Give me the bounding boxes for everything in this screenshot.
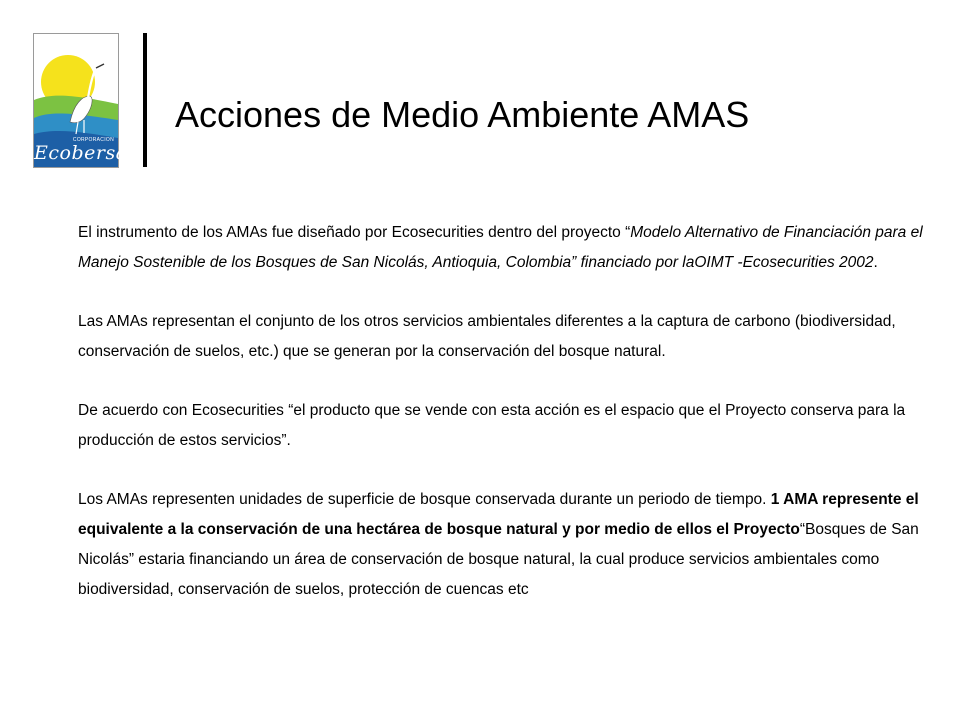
ecobersa-logo [33, 33, 128, 168]
p3-text: De acuerdo con Ecosecurities “el producto que se vende con esta acción es el espacio que el Proyecto conserva para la producción de estos servicios”. [78, 402, 906, 449]
title-divider [143, 33, 147, 167]
p4-bold-text: 1 AMA represente el equivalente a la conservación de una hectárea de bosque natural y por medio de ellos el Proyecto [78, 491, 919, 538]
paragraph-ecosecurities [78, 396, 938, 456]
p1-end: . [873, 254, 878, 271]
paragraph-amas-representan [78, 307, 938, 367]
p2-text: Las AMAs representan el conjunto de los otros servicios ambientales diferentes a la captura de carbono (biodiversidad, conservación de suelos, etc.) que se generan por la conservación del bosque natural. [78, 313, 896, 360]
p4-end: “Bosques de San Nicolás” estaria financiando un área de conservación de bosque natural, la cual produce servicios ambientales como biodiversidad, conservación de suelos, protección de cuencas etc [78, 521, 919, 598]
logo-brand-name: Ecobersa [34, 142, 128, 164]
logo-corporacion-label: CORPORACION [72, 137, 114, 143]
p4-text: Los AMAs representen unidades de superficie de bosque conservada durante un periodo de tiempo. [78, 491, 771, 508]
p1-text: El instrumento de los AMAs fue diseñado por Ecosecurities dentro del proyecto “ [78, 224, 631, 241]
p1-italic-text: Modelo Alternativo de Financiación para el Manejo Sostenible de los Bosques de San Nicolás, Antioquia, Colombia” financiado por laOIMT -Ecosecurities 2002 [78, 224, 923, 271]
slide-title: Acciones de Medio Ambiente AMAS [175, 94, 750, 135]
slide-body [78, 218, 938, 605]
paragraph-unidades [78, 485, 938, 605]
paragraph-instrumento [78, 218, 938, 278]
